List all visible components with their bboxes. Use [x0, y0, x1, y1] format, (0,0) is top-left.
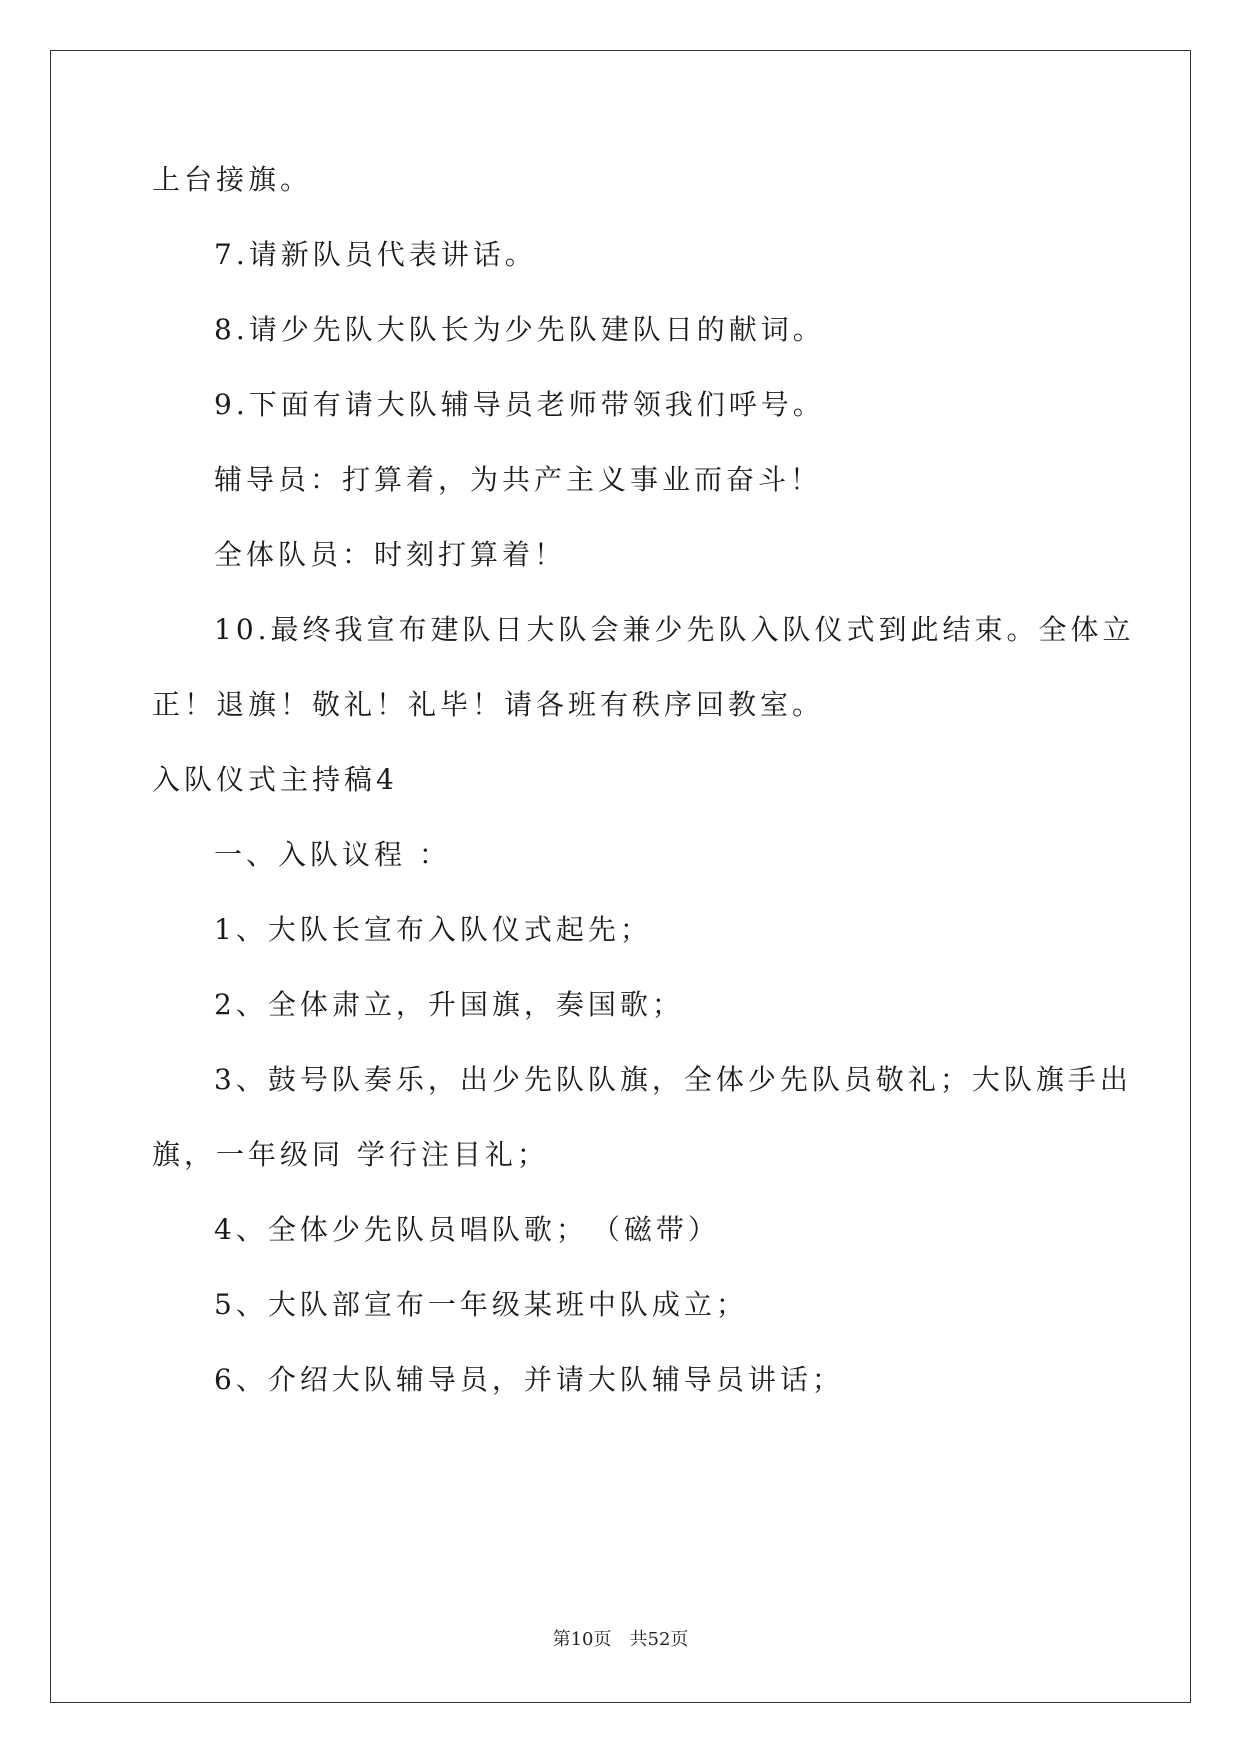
text-line: 正！退旗！敬礼！礼毕！请各班有秩序回教室。: [152, 688, 825, 721]
text-line: 辅导员：打算着，为共产主义事业而奋斗！: [214, 463, 823, 496]
section-heading: 入队仪式主持稿4: [152, 763, 398, 796]
text-line: 旗，一年级同 学行注目礼；: [152, 1138, 549, 1171]
text-line: 上台接旗。: [152, 163, 313, 196]
text-line: 1、大队长宣布入队仪式起先；: [214, 913, 652, 946]
text-line: 8.请少先队大队长为少先队建队日的献词。: [214, 313, 825, 346]
text-line: 9.下面有请大队辅导员老师带领我们呼号。: [214, 388, 825, 421]
text-line: 2、全体肃立，升国旗，奏国歌；: [214, 988, 684, 1021]
text-line: 全体队员：时刻打算着！: [214, 538, 567, 571]
text-line: 6、介绍大队辅导员，并请大队辅导员讲话；: [214, 1363, 844, 1396]
text-line: 10.最终我宣布建队日大队会兼少先队入队仪式到此结束。全体立: [214, 613, 1135, 646]
text-line: 7.请新队员代表讲话。: [214, 238, 537, 271]
text-line: 一、入队议程 ：: [214, 838, 451, 871]
text-line: 3、鼓号队奏乐，出少先队队旗，全体少先队员敬礼；大队旗手出: [214, 1063, 1132, 1096]
page-number: 第10页 共52页: [552, 1629, 689, 1650]
text-line: 4、全体少先队员唱队歌； （磁带）: [214, 1213, 720, 1246]
page-frame: [50, 50, 1191, 1703]
text-line: 5、大队部宣布一年级某班中队成立；: [214, 1288, 748, 1321]
